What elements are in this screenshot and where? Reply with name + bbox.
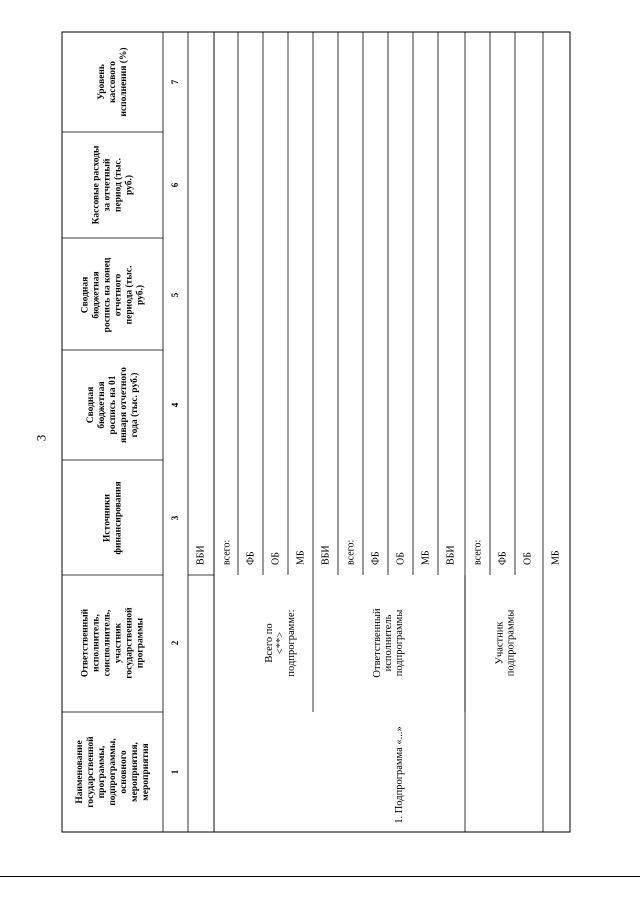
group-label-1: Всего по<**>подпрограмме: <box>264 609 297 677</box>
header-labels <box>75 47 151 807</box>
column-number-3: 3 <box>170 515 180 521</box>
column-number-1: 1 <box>170 769 180 775</box>
group-label-3: Участникподпрограммы <box>494 609 517 677</box>
header-col-7: Уровенькассовогоисполнения (%) <box>97 47 129 117</box>
subprogram-name: 1. Подпрограмма «...» <box>394 726 405 824</box>
group-label-2: Ответственныйисполнительподпрограммы <box>372 608 405 678</box>
source-labels <box>196 540 562 565</box>
column-number-6: 6 <box>170 182 180 188</box>
header-col-3: Источникифинансирования <box>102 481 124 555</box>
header-col-6: Кассовые расходыза отчетныйпериод (тыс.руб.) <box>91 145 135 225</box>
header-col-4: Своднаябюджетнаяроспись на 01января отчетногогода (тыс. руб.) <box>86 367 140 443</box>
source-9: ОБ <box>395 552 407 565</box>
column-number-5: 5 <box>170 292 180 298</box>
source-11: ВБИ <box>445 545 457 565</box>
source-13: ФБ <box>497 551 509 565</box>
source-14: ОБ <box>522 552 534 565</box>
row-dividers <box>188 32 515 832</box>
column-number-labels <box>170 79 180 774</box>
group-dividers <box>188 575 465 712</box>
column-number-2: 2 <box>170 640 180 646</box>
column-dividers <box>163 32 543 832</box>
group-labels <box>264 608 517 678</box>
source-6: ВБИ <box>320 545 332 565</box>
source-5: МБ <box>295 550 307 565</box>
bottom-rule <box>0 876 640 877</box>
source-3: ФБ <box>245 551 257 565</box>
source-8: ФБ <box>370 551 382 565</box>
header-col-1: Наименованиегосударственнойпрограммы,подпрограммы,основногомероприятия,мероприятия <box>75 736 151 808</box>
source-12: всего: <box>472 539 484 565</box>
source-7: всего: <box>345 539 357 565</box>
source-4: ОБ <box>270 552 282 565</box>
source-10: МБ <box>420 550 432 565</box>
page-number: 3 <box>33 434 49 442</box>
source-2: всего: <box>221 539 233 565</box>
header-col-5: Своднаябюджетнаяроспись на конецотчетногопериода (тыс.руб.) <box>80 257 146 333</box>
column-number-7: 7 <box>170 79 180 85</box>
column-number-4: 4 <box>170 402 180 408</box>
source-1: ВБИ <box>195 545 207 565</box>
header-col-2: Ответственныйисполнитель,соисполнитель,участникгосударственнойпрограммы <box>80 607 146 679</box>
source-15: МБ <box>550 550 562 565</box>
